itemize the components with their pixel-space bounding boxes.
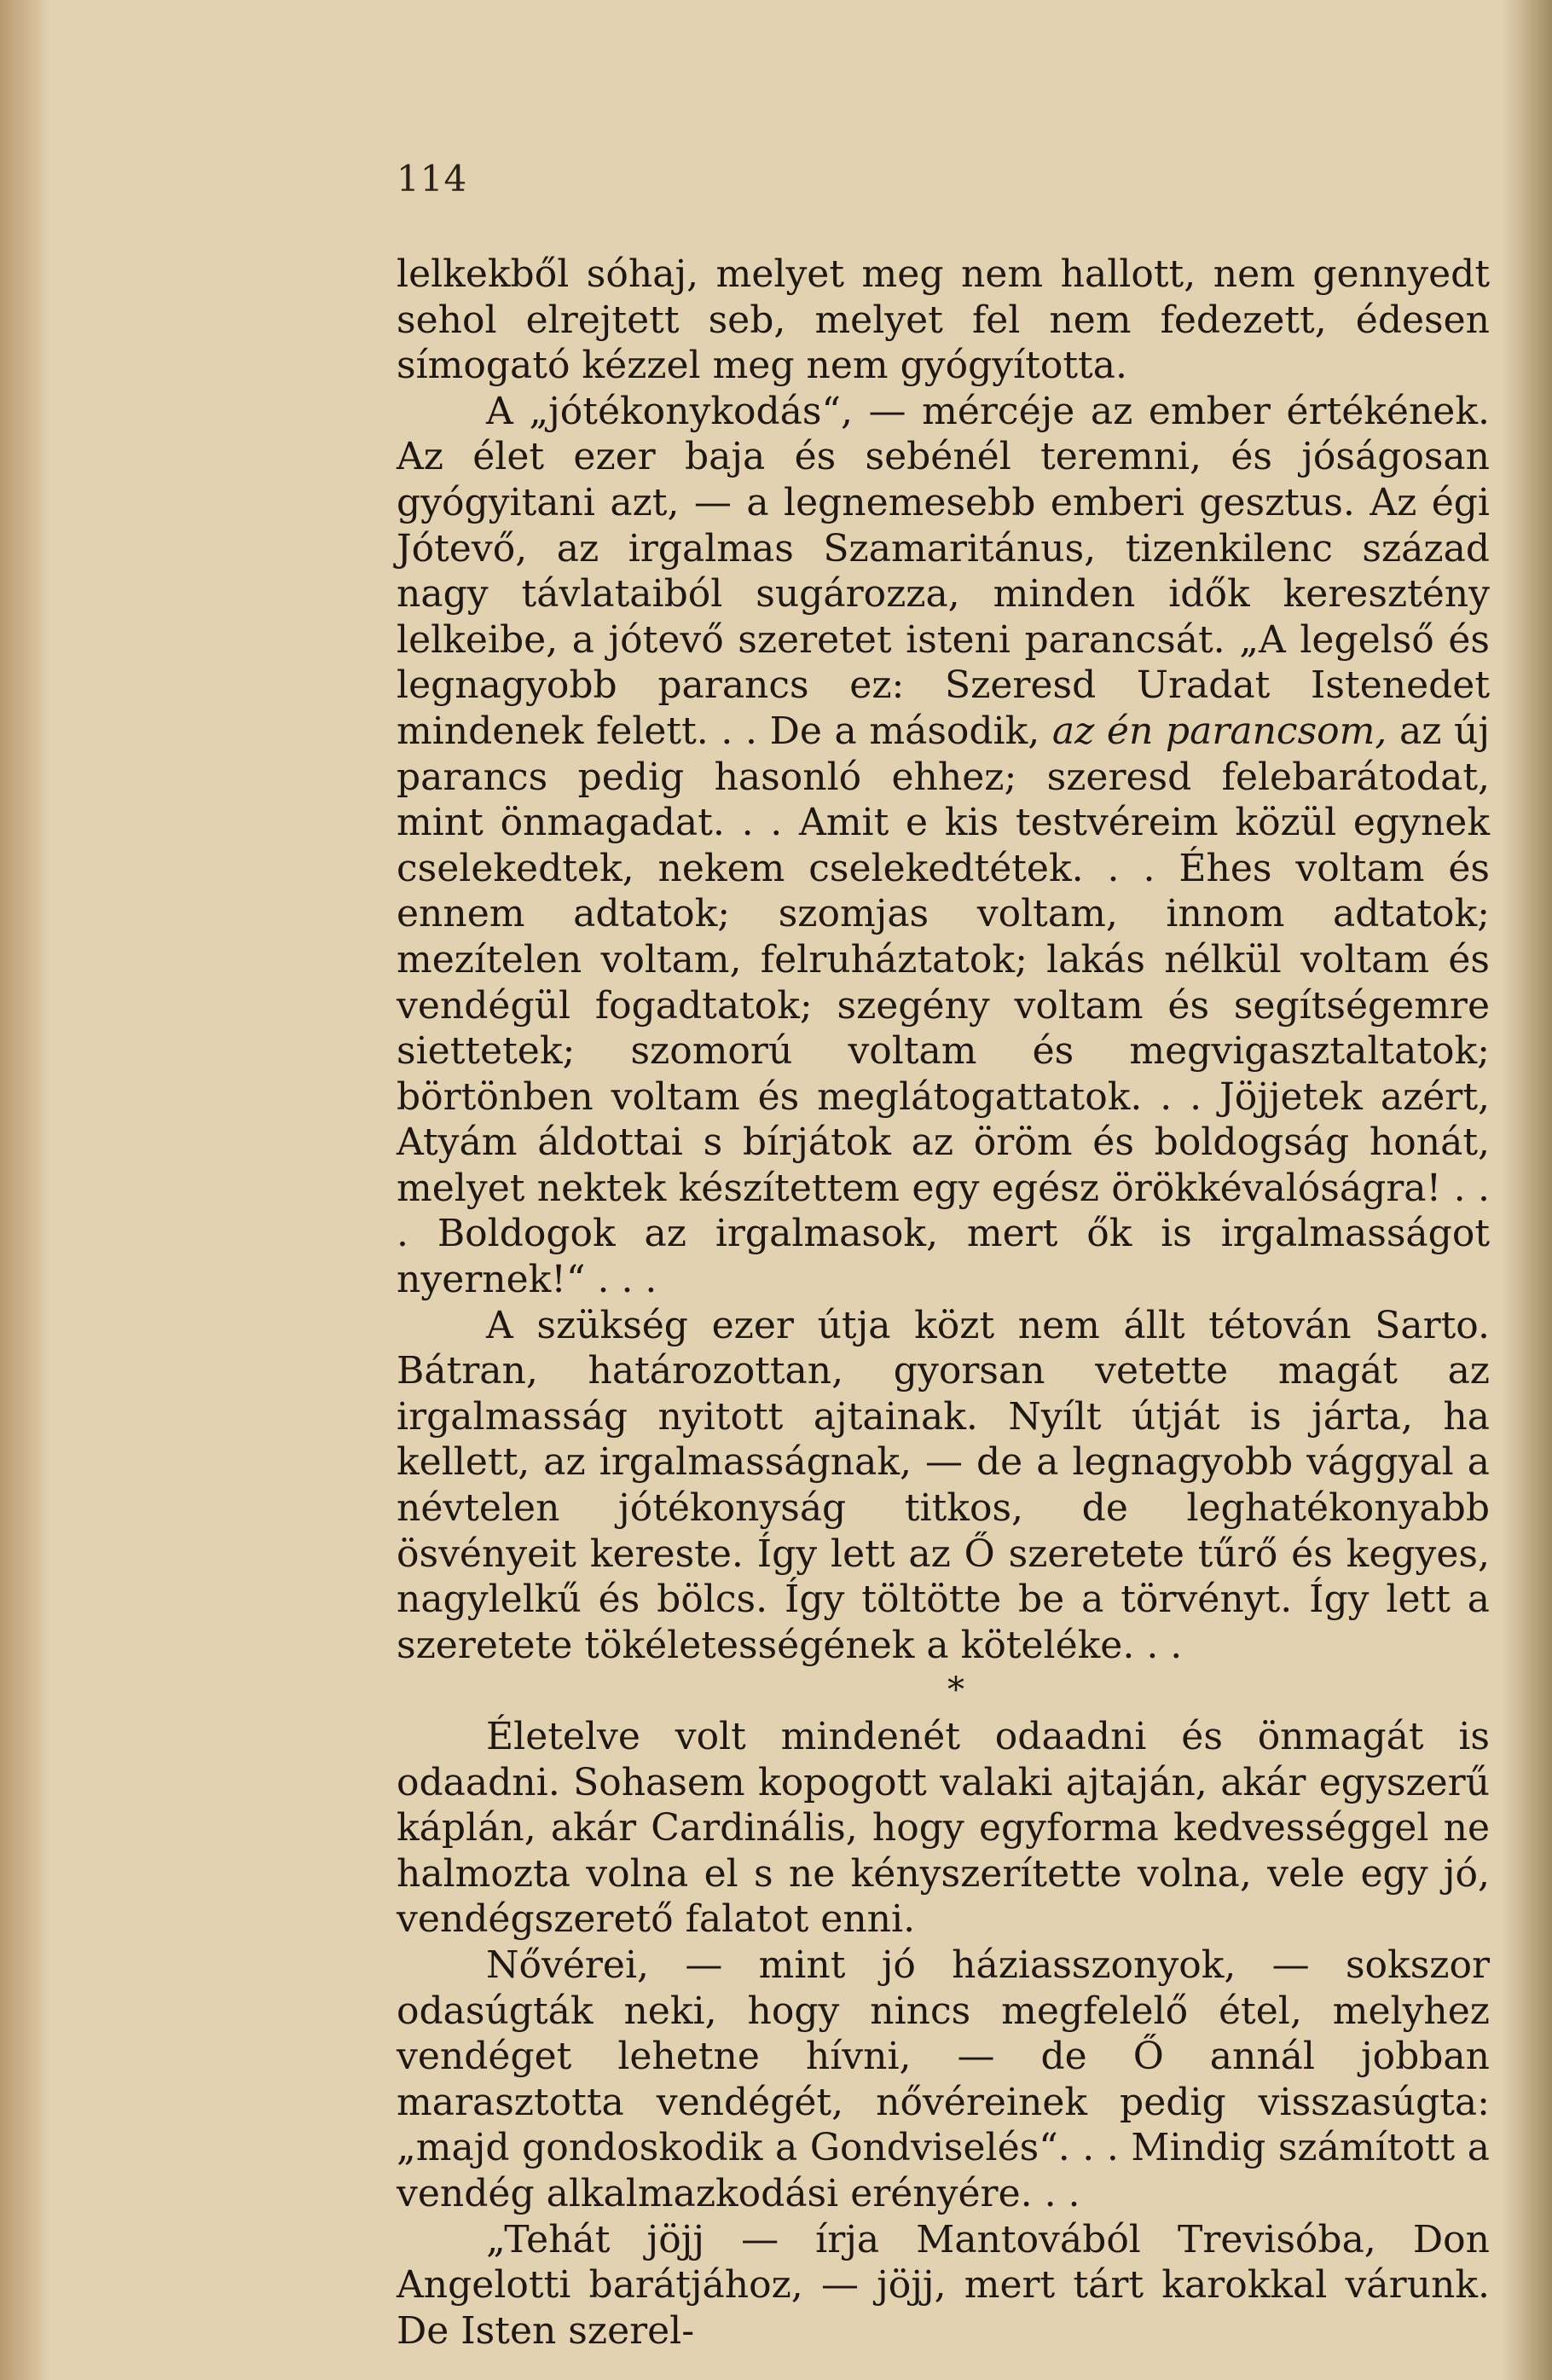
paragraph-3: A szükség ezer útja közt nem állt tétován Sarto. Bátran, határozottan, gyorsan vetette magát az irgalmasság nyitott ajtainak. Nyílt útját is járta, ha kellett, az irgalmasságnak, — de a legnagyobb vággyal a névtelen jótékonyság titkos, de leghatékonyabb ösvényeit kereste. Így lett az Ő szeretete tűrő és kegyes, nagylelkű és bölcs. Így töltötte be a törvényt. Így lett a szeretete tökéletességének a köteléke. . . (397, 1303, 1490, 1667)
paragraph-2-continued: az új parancs pedig hasonló ehhez; szeresd felebarátodat, mint önmagadat. . . Amit e kis testvéreim közül egynek cselekedtek, nekem cselekedtétek. . . Éhes voltam és ennem adtatok; szomjas voltam, innom adtatok; mezítelen voltam, felruháztatok; lakás nélkül voltam és vendégül fogadtatok; szegény voltam és segítségemre siettetek; szomorú voltam és megvigasztaltatok; börtönben voltam és meglátogattatok. . . Jöjjetek azért, Atyám áldottai s bírjátok az öröm és boldogság honát, melyet nektek készítettem egy egész örökkévalóságra! . . . Boldogok az irgalmasok, mert ők is irgalmasságot nyernek!“ . . . (397, 709, 1490, 1302)
page-edge-right (1501, 0, 1552, 2380)
paragraph-2-emphasis: az én parancsom, (1051, 709, 1387, 753)
paragraph-2 (397, 389, 1490, 1303)
page-number: 114 (397, 158, 468, 200)
paragraph-4: Életelve volt mindenét odaadni és önmagát is odaadni. Sohasem kopogott valaki ajtaján, akár egyszerű káplán, akár Cardinális, hogy egyforma kedvességgel ne halmozta volna el s ne kényszerítette volna, vele egy jó, vendégszerető falatot enni. (397, 1715, 1490, 1942)
paragraph-2-text: A „jótékonykodás“, — mércéje az ember értékének. Az élet ezer baja és sebénél teremni, és jóságosan gyógyitani azt, — a legnemesebb emberi gesztus. Az égi Jótevő, az irgalmas Szamaritánus, tizenkilenc század nagy távlataiból sugározza, minden idők keresztény lelkeibe, a jótevő szeretet isteni parancsát. „A legelső és legnagyobb parancs ez: Szeresd Uradat Istenedet mindenek felett. . . De a második, (397, 389, 1490, 753)
paragraph-1: lelkekből sóhaj, melyet meg nem hallott, nem gennyedt sehol elrejtett seb, melyet fel nem fedezett, édesen símogató kézzel meg nem gyógyította. (397, 252, 1490, 388)
body-text (397, 252, 1490, 2354)
paragraph-5: Nővérei, — mint jó háziasszonyok, — sokszor odasúgták neki, hogy nincs megfelelő étel, melyhez vendéget lehetne hívni, — de Ő annál jobban marasztotta vendégét, nővéreinek pedig visszasúgta: „majd gondoskodik a Gondviselés“. . . Mindig számított a vendég alkalmazkodási erényére. . . (397, 1943, 1490, 2215)
paragraph-6: „Tehát jöjj — írja Mantovából Trevisóba, Don Angelotti barátjához, — jöjj, mert tárt karokkal várunk. De Isten szerel- (397, 2217, 1490, 2353)
section-separator: * (947, 1671, 964, 1711)
page-edge-left (0, 0, 51, 2380)
